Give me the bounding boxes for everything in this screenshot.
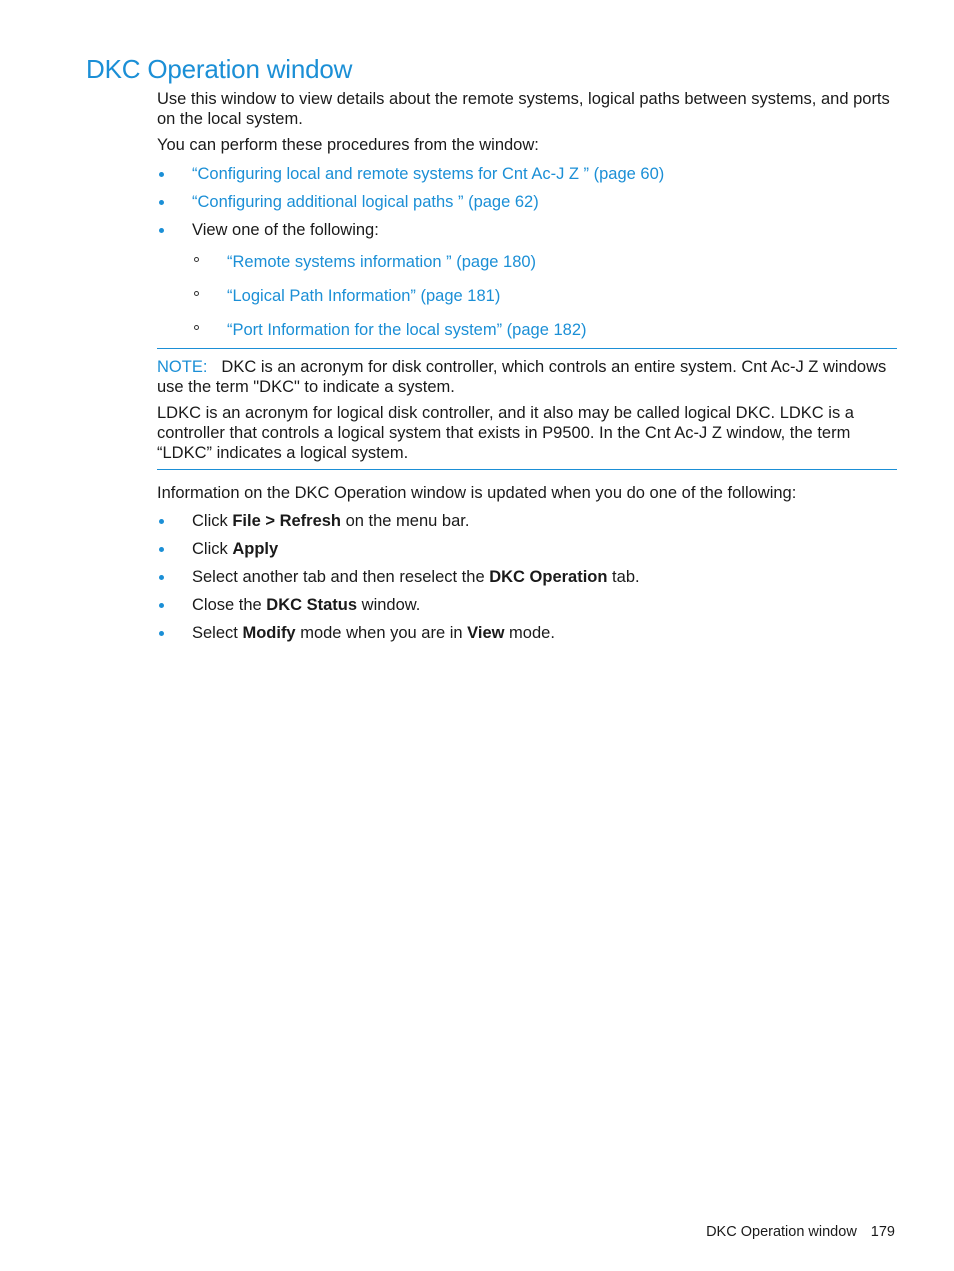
window-name: DKC Status bbox=[266, 596, 358, 614]
list-item bbox=[157, 192, 897, 212]
list-item bbox=[157, 623, 897, 643]
bullet-icon bbox=[159, 575, 164, 580]
link-logical-path-information[interactable]: “Logical Path Information” (page 181) bbox=[227, 287, 501, 305]
page-number: 179 bbox=[870, 1224, 895, 1240]
text-segment: mode when you are in bbox=[295, 624, 468, 642]
view-label: View one of the following: bbox=[192, 221, 379, 239]
sub-list-item bbox=[192, 252, 897, 272]
info-paragraph: Information on the DKC Operation window is updated when you do one of the following: bbox=[157, 484, 797, 502]
note-paragraph-2: LDKC is an acronym for logical disk controller, and it also may be called logical DKC. LDKC is a controller that controls a logical system that exists in P9500. In the Cnt Ac-J Z window, the term “LDKC” indicates a logical system. bbox=[157, 404, 854, 462]
list-item bbox=[157, 220, 897, 340]
bullet-icon bbox=[159, 547, 164, 552]
bullet-icon bbox=[159, 631, 164, 636]
intro-paragraph: Use this window to view details about the remote systems, logical paths between systems, and ports on the local system. bbox=[157, 90, 890, 128]
footer-section-title: DKC Operation window bbox=[706, 1224, 857, 1240]
text-segment: Select bbox=[192, 624, 243, 642]
bullet-icon bbox=[159, 519, 164, 524]
sub-list-item bbox=[192, 286, 897, 306]
bullet-icon bbox=[159, 228, 164, 233]
procedure-list bbox=[157, 164, 897, 340]
link-port-information[interactable]: “Port Information for the local system” (page 182) bbox=[227, 321, 587, 339]
bullet-icon bbox=[159, 200, 164, 205]
mode-name: View bbox=[467, 624, 505, 642]
link-configuring-logical-paths[interactable]: “Configuring additional logical paths ” (page 62) bbox=[192, 193, 539, 211]
list-item bbox=[157, 539, 897, 559]
circle-bullet-icon bbox=[194, 257, 199, 262]
page-footer bbox=[706, 1222, 895, 1242]
update-list bbox=[157, 511, 897, 643]
bullet-icon bbox=[159, 172, 164, 177]
note-text-1: DKC is an acronym for disk controller, which controls an entire system. Cnt Ac-J Z windows use the term "DKC" to indicate a system. bbox=[157, 358, 887, 396]
sub-list-item bbox=[192, 320, 897, 340]
tab-name: DKC Operation bbox=[489, 568, 608, 586]
text-segment: Click bbox=[192, 540, 233, 558]
button-name: Apply bbox=[232, 540, 279, 558]
note-box bbox=[157, 348, 897, 470]
view-sublist bbox=[192, 252, 897, 340]
list-item bbox=[157, 567, 897, 587]
text-segment: Click bbox=[192, 512, 233, 530]
text-segment: window. bbox=[357, 596, 421, 614]
mode-name: Modify bbox=[242, 624, 296, 642]
bullet-icon bbox=[159, 603, 164, 608]
link-remote-systems-information[interactable]: “Remote systems information ” (page 180) bbox=[227, 253, 537, 271]
note-label: NOTE: bbox=[157, 358, 208, 376]
text-segment: Close the bbox=[192, 596, 267, 614]
page-title: DKC Operation window bbox=[86, 54, 353, 84]
list-item bbox=[157, 511, 897, 531]
list-item bbox=[157, 595, 897, 615]
link-configuring-systems[interactable]: “Configuring local and remote systems for Cnt Ac-J Z ” (page 60) bbox=[192, 165, 665, 183]
note-paragraph-1 bbox=[157, 357, 897, 397]
circle-bullet-icon bbox=[194, 291, 199, 296]
text-segment: Select another tab and then reselect the bbox=[192, 568, 490, 586]
text-segment: mode. bbox=[504, 624, 555, 642]
main-content bbox=[157, 89, 897, 651]
list-item bbox=[157, 164, 897, 184]
procedures-label: You can perform these procedures from the window: bbox=[157, 136, 539, 154]
menu-command: File > Refresh bbox=[232, 512, 342, 530]
text-segment: tab. bbox=[607, 568, 640, 586]
text-segment: on the menu bar. bbox=[341, 512, 470, 530]
circle-bullet-icon bbox=[194, 325, 199, 330]
